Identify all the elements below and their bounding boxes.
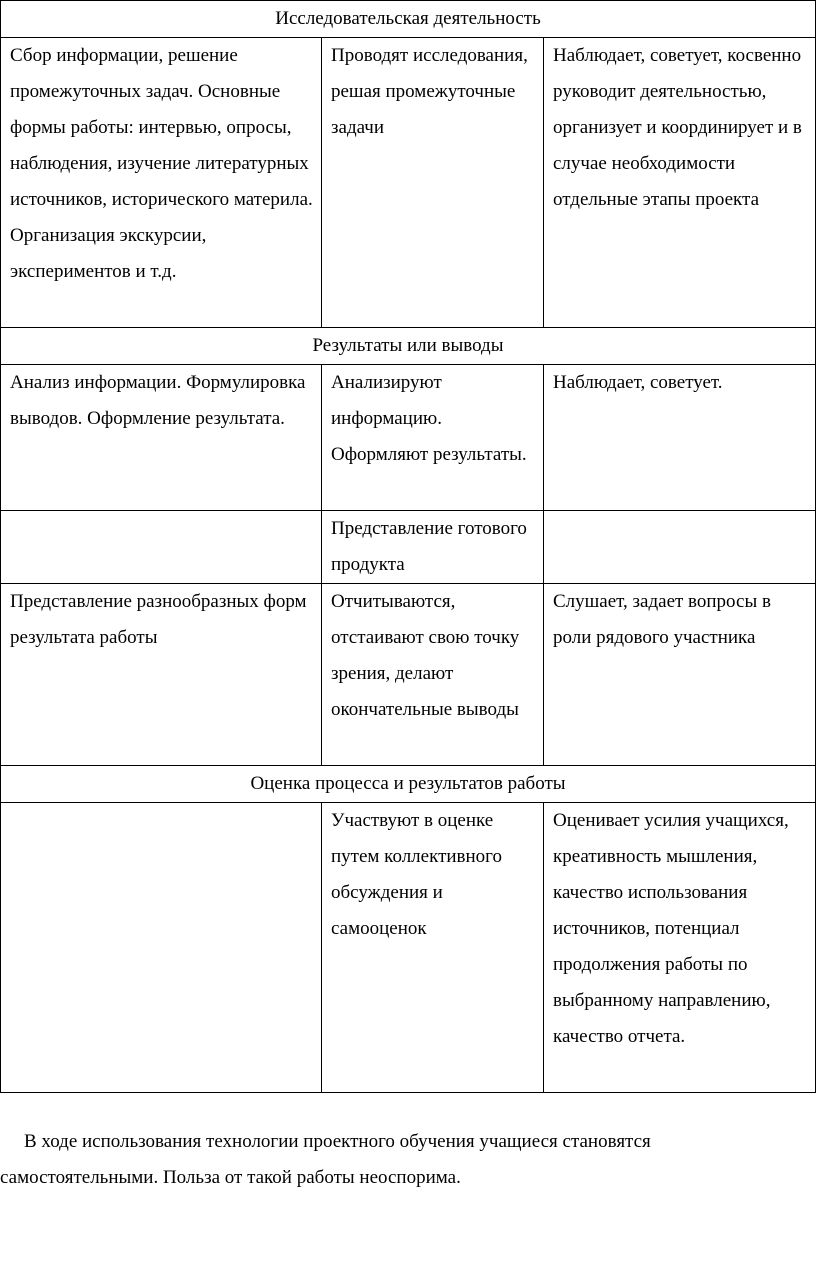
teacher-role-cell: Слушает, задает вопросы в роли рядового участника — [544, 584, 816, 766]
section-header-row — [1, 328, 816, 365]
student-role-cell: Отчитываются, отстаивают свою точку зрения, делают окончательные выводы — [322, 584, 544, 766]
section-header-row — [1, 1, 816, 38]
activity-cell: Сбор информации, решение промежуточных задач. Основные формы работы: интервью, опросы, наблюдения, изучение литературных источников, исторического материла. Организация экскурсии, экспериментов и т.д. — [1, 38, 322, 328]
teacher-role-cell — [544, 511, 816, 584]
activity-cell: Анализ информации. Формулировка выводов. Оформление результата. — [1, 365, 322, 511]
teacher-role-cell: Наблюдает, советует. — [544, 365, 816, 511]
section-header-row — [1, 766, 816, 803]
student-role-cell: Представление готового продукта — [322, 511, 544, 584]
table-row — [1, 803, 816, 1093]
section-header: Результаты или выводы — [1, 328, 816, 365]
section-header: Оценка процесса и результатов работы — [1, 766, 816, 803]
student-role-cell: Анализируют информацию. Оформляют результаты. — [322, 365, 544, 511]
activity-cell — [1, 511, 322, 584]
table-row — [1, 511, 816, 584]
table-row — [1, 584, 816, 766]
teacher-role-cell: Наблюдает, советует, косвенно руководит деятельностью, организует и координирует и в случае необходимости отдельные этапы проекта — [544, 38, 816, 328]
section-header: Исследовательская деятельность — [1, 1, 816, 38]
teacher-role-cell: Оценивает усилия учащихся, креативность мышления, качество использования источников, потенциал продолжения работы по выбранному направлению, качество отчета. — [544, 803, 816, 1093]
student-role-cell: Участвуют в оценке путем коллективного обсуждения и самооценок — [322, 803, 544, 1093]
activity-cell — [1, 803, 322, 1093]
conclusion-paragraph: В ходе использования технологии проектного обучения учащиеся становятся самостоятельными. Польза от такой работы неоспорима. — [0, 1131, 651, 1188]
activity-cell: Представление разнообразных форм результата работы — [1, 584, 322, 766]
table-row — [1, 38, 816, 328]
table-row — [1, 365, 816, 511]
student-role-cell: Проводят исследования, решая промежуточные задачи — [322, 38, 544, 328]
